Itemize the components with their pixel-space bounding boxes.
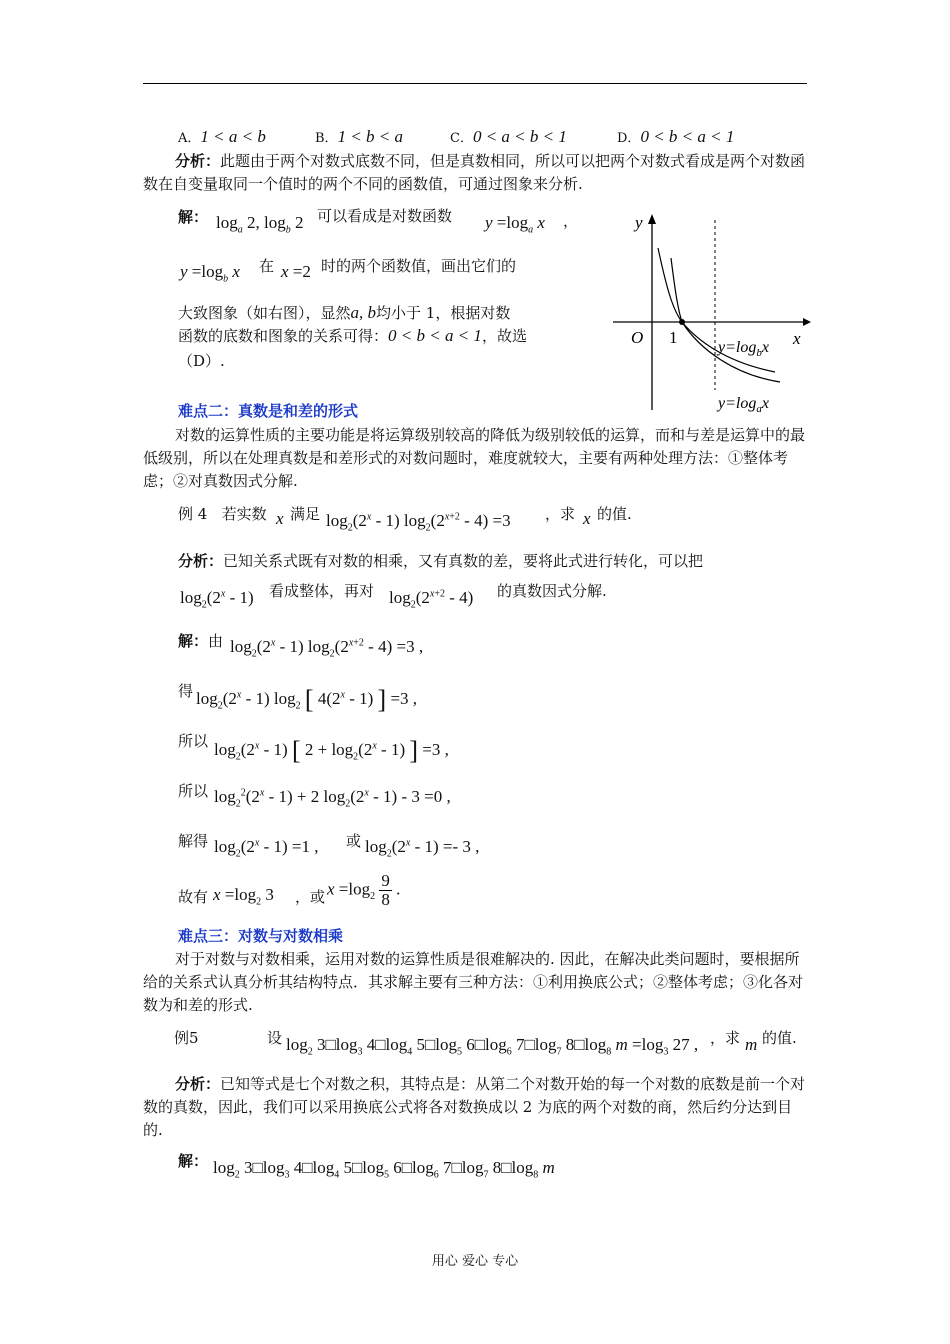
- solution-3-label: 解：: [178, 1152, 209, 1170]
- example-4-var2: x: [583, 509, 591, 528]
- example-4-text4: 的值.: [597, 505, 632, 523]
- section-2-title: 难点二：真数是和差的形式: [178, 402, 359, 420]
- curve-log-a: [671, 258, 780, 382]
- analysis-3: 分析：已知等式是七个对数之积，其特点是：从第二个对数开始的每一个对数的底数是前一个对数的真数，因此，我们可以采用换底公式将各对数换成以 2 为底的两个对数的商，然后约分达到目的.: [143, 1075, 806, 1139]
- solution-1-text1: 可以看成是对数函数: [317, 207, 453, 225]
- option-c: C．0 < a < b < 1: [450, 127, 567, 146]
- analysis-2-expr1: $\log_2(2^x - 1)$: [180, 588, 254, 611]
- label-log-a: $y=\log_ax$: [718, 395, 769, 415]
- solution-2-guyou: 故有: [178, 888, 209, 906]
- solution-2-eq5: $\log_2(2^x - 1) =1$ ,: [214, 837, 319, 860]
- solution-2-huo2: ，或: [295, 888, 326, 906]
- example-5-equation: $\log_2$ $3□\log_3$ $4□\log_4$ $5□\log_5$ $6□\log_6$ $7□\log_7$ $8□\log_8$ $m =\log_3$ 27 ,: [286, 1035, 699, 1058]
- solution-2-eq2: $\log_2(2^x - 1)$ $\log_2$ [ 4(2$^x$ - 1) ] =3 ,: [196, 685, 418, 714]
- analysis-2-expr2: $\log_2(2^{x+2} - 4)$: [389, 588, 474, 611]
- solution-2-line1: 解：由: [178, 632, 224, 650]
- log-graph: [605, 210, 815, 415]
- solution-1-func2: $y =\log_b$ x: [180, 262, 240, 285]
- section-3-title: 难点三：对数与对数相乘: [178, 927, 344, 945]
- solution-1-text2: 在: [259, 257, 275, 275]
- label-log-b: $y=\log_bx$: [718, 339, 769, 359]
- example-4-text2: 满足: [290, 505, 321, 523]
- example-4-var: x: [276, 509, 284, 528]
- x-axis-arrow: [803, 318, 811, 326]
- point-one: [679, 319, 685, 325]
- solution-1-text3: 时的两个函数值，画出它们的: [321, 257, 517, 275]
- analysis-2-text3: 的真数因式分解.: [497, 582, 607, 600]
- origin-label: O: [631, 328, 644, 347]
- analysis-1: 分析：此题由于两个对数式底数不同，但是真数相同，所以可以把两个对数式看成是两个对数函数在自变量取同一个值时的两个不同的函数值，可通过图象来分析.: [143, 152, 806, 193]
- one-label: 1: [669, 328, 678, 347]
- solution-2-de: 得: [178, 682, 194, 700]
- solution-2-eq3: $\log_2(2^x - 1)$ [ $2 + \log_2(2^x - 1)$ ] =3 ,: [214, 736, 449, 765]
- option-b: B．1 < b < a: [315, 127, 404, 146]
- section-3-text: 对于对数与对数相乘，运用对数的运算性质是很难解决的. 因此，在解决此类问题时，要根据所给的关系式认真分析其结构特点．其求解主要有三种方法：①利用换底公式；②整体考虑；③化各对数为和差的形式.: [143, 950, 804, 1014]
- header-rule: [143, 83, 807, 84]
- solution-2-eq8: $x =\log_2$ $\frac{9}{8}$ .: [327, 871, 401, 909]
- solution-1-line5: （D）.: [178, 352, 225, 370]
- example-4: 例 4 若实数: [178, 505, 267, 523]
- section-2-text: 对数的运算性质的主要功能是将运算级别较高的降低为级别较低的运算，而和与差是运算中的最低级别，所以在处理真数是和差形式的对数问题时，难度就较大，主要有两种处理方法：①整体考虑；②对真数因式分解.: [143, 426, 806, 490]
- solution-2-huo1: 或: [346, 832, 362, 850]
- example-5-she: 设: [267, 1029, 283, 1047]
- option-a: A．1 < a < b: [178, 127, 266, 146]
- example-4-equation: $\log_2(2^x - 1)$ $\log_2(2^{x+2} - 4) =3$: [326, 511, 511, 534]
- solution-1-line4: 函数的底数和图象的关系可得：0 < b < a < 1，故选: [178, 326, 527, 345]
- example-4-text3: ，求: [545, 505, 576, 523]
- analysis-2-text2: 看成整体，再对: [269, 582, 375, 600]
- solution-2-suoyi1: 所以: [178, 732, 209, 750]
- solution-2-eq4: $\log_2^2(2^x - 1) + 2$ $\log_2(2^x - 1) - 3 =0$ ,: [214, 787, 451, 810]
- y-axis-arrow: [648, 214, 656, 224]
- solution-2-eq1: $\log_2(2^x - 1)$ $\log_2(2^{x+2} - 4) =3$ ,: [230, 637, 424, 660]
- solution-1-line3: 大致图象（如右图），显然a, b均小于 1，根据对数: [178, 303, 511, 322]
- solution-1-xval: x =2: [281, 262, 311, 281]
- solution-1-label: 解：: [178, 208, 209, 226]
- x-axis-label: x: [793, 329, 801, 348]
- solution-3-expr: $\log_2$ $3□\log_3$ $4□\log_4$ $5□\log_5$ $6□\log_6$ $7□\log_7$ $8□\log_8$ m: [213, 1158, 555, 1181]
- example-5-qiu: ，求: [710, 1029, 741, 1047]
- analysis-2-line1: 分析：已知关系式既有对数的相乘，又有真数的差，要将此式进行转化，可以把: [178, 552, 704, 570]
- option-d: D．0 < b < a < 1: [617, 127, 735, 146]
- example-5-label: 例5: [174, 1029, 199, 1047]
- example-5-end: 的值.: [762, 1029, 797, 1047]
- y-axis-label: y: [635, 213, 643, 232]
- fraction-9-8: $\frac{9}{8}$: [381, 871, 390, 909]
- solution-1-func1: $y =\log_a$ x: [485, 213, 545, 236]
- solution-1-expr: $\log_a 2$, $\log_b 2$: [216, 213, 304, 236]
- solution-2-eq6: $\log_2(2^x - 1) =- 3$ ,: [365, 837, 480, 860]
- solution-2-suoyi2: 所以: [178, 782, 209, 800]
- solution-2-jiede: 解得: [178, 832, 209, 850]
- example-5-var: m: [745, 1035, 758, 1054]
- solution-2-eq7: $x =\log_2$ 3: [213, 885, 274, 908]
- solution-1-comma: ，: [563, 212, 579, 230]
- page-footer: 用心 爱心 专心: [431, 1254, 519, 1269]
